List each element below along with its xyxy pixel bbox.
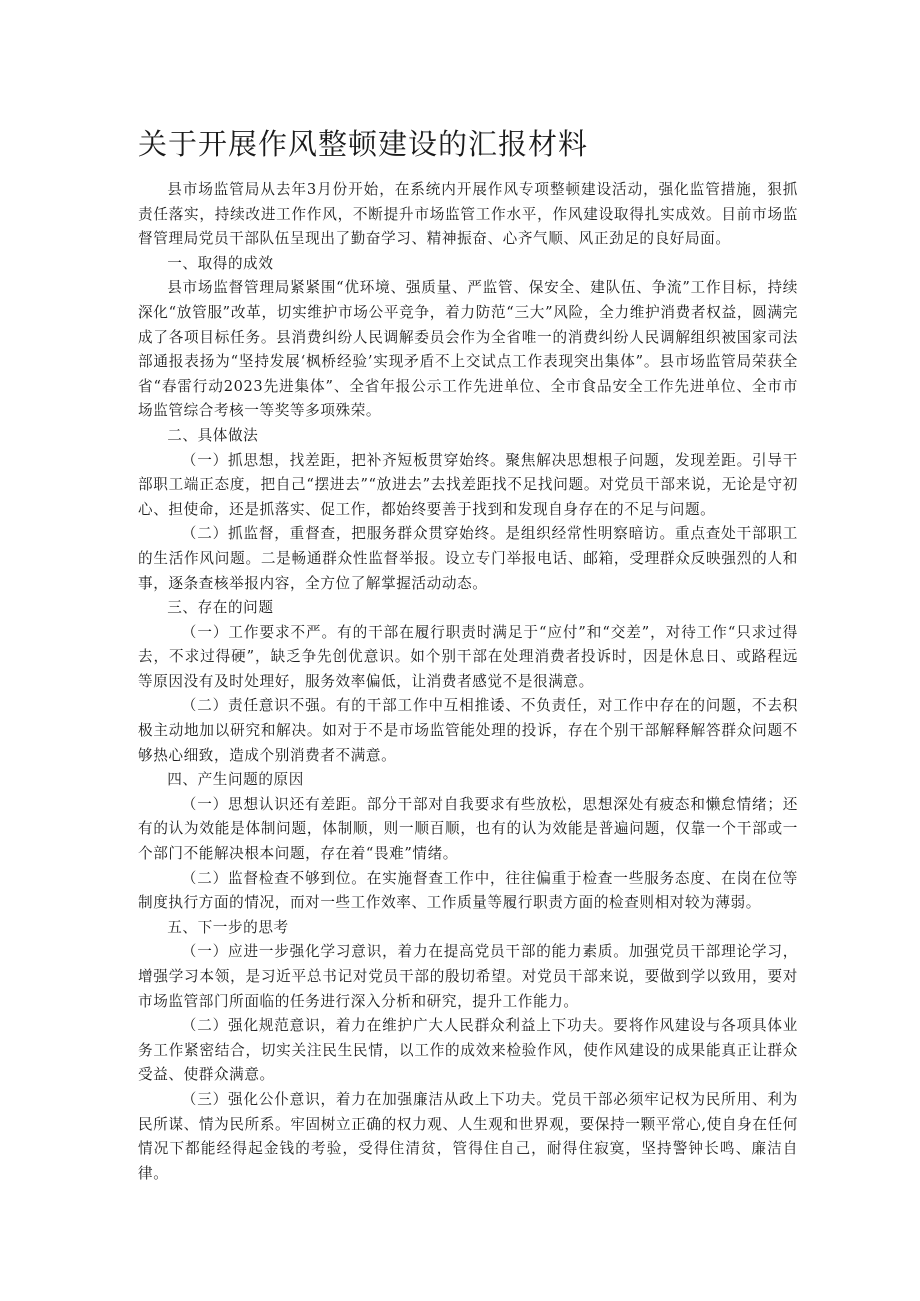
causes-paragraph-2: （二）监督检查不够到位。在实施督查工作中，往往偏重于检查一些服务态度、在岗在位等制度执行方面的情况，而对一些工作效率、工作质量等履行职责方面的检查则相对较为薄弱。 — [138, 869, 798, 912]
section-heading-causes: 四、产生问题的原因 — [167, 771, 304, 789]
section-heading-practices: 二、具体做法 — [167, 426, 259, 444]
next-steps-paragraph-1: （一）应进一步强化学习意识，着力在提高党员干部的能力素质。加强党员干部理论学习，增强学习本领，是习近平总书记对党员干部的殷切希望。对党员干部来说，要做到学以致用，要对市场监管部门所面临的任务进行深入分析和研究，提升工作能力。 — [138, 943, 798, 1010]
intro-paragraph: 县市场监管局从去年3月份开始，在系统内开展作风专项整顿建设活动，强化监管措施，狠抓责任落实，持续改进工作作风，不断提升市场监管工作水平，作风建设取得扎实成效。目前市场监督管理局党员干部队伍呈现出了勤奋学习、精神振奋、心齐气顺、风正劲足的良好局面。 — [138, 181, 798, 248]
section-heading-next-steps: 五、下一步的思考 — [167, 918, 289, 936]
practices-paragraph-1: （一）抓思想，找差距，把补齐短板贯穿始终。聚焦解决思想根子问题，发现差距。引导干部职工端正态度，把自己“摆进去”“放进去”去找差距找不足找问题。对党员干部来说，无论是守初心、担使命，还是抓落实、促工作，都始终要善于找到和发现自身存在的不足与问题。 — [138, 451, 798, 518]
causes-paragraph-1: （一）思想认识还有差距。部分干部对自我要求有些放松，思想深处有疲态和懒怠情绪；还有的认为效能是体制问题，体制顺，则一顺百顺，也有的认为效能是普遍问题，仅靠一个干部或一个部门不能解决根本问题，存在着“畏难”情绪。 — [138, 795, 798, 863]
next-steps-paragraph-3: （三）强化公仆意识，着力在加强廉洁从政上下功夫。党员干部必须牢记权为民所用、利为民所谋、情为民所系。牢固树立正确的权力观、人生观和世界观，要保持一颗平常心,使自身在任何情况下都能经得起金钱的考验，受得住清贫，管得住自己，耐得住寂寞，坚持警钟长鸣、廉洁自律。 — [138, 1090, 798, 1182]
practices-paragraph-2: （二）抓监督，重督查，把服务群众贯穿始终。是组织经常性明察暗访。重点查处干部职工的生活作风问题。二是畅通群众性监督举报。设立专门举报电话、邮箱，受理群众反映强烈的人和事，逐条查核举报内容，全方位了解掌握活动动态。 — [138, 525, 798, 592]
problems-paragraph-2: （二）责任意识不强。有的干部工作中互相推诿、不负责任，对工作中存在的问题，不去积极主动地加以研究和解决。如对于不是市场监管能处理的投诉，存在个别干部解释解答群众问题不够热心细致，造成个别消费者不满意。 — [138, 697, 798, 764]
next-steps-paragraph-2: （二）强化规范意识，着力在维护广大人民群众利益上下功夫。要将作风建设与各项具体业务工作紧密结合，切实关注民生民情，以工作的成效来检验作风，使作风建设的成果能真正让群众受益、使群众满意。 — [138, 1017, 798, 1084]
problems-paragraph-1: （一）工作要求不严。有的干部在履行职责时满足于“应付”和“交差”，对待工作“只求过得去，不求过得硬”，缺乏争先创优意识。如个别干部在处理消费者投诉时，因是休息日、或路程远等原因没有及时处理好，服务效率偏低，让消费者感觉不是很满意。 — [138, 623, 798, 690]
section-heading-problems: 三、存在的问题 — [167, 599, 274, 617]
achievements-paragraph: 县市场监督管理局紧紧围“优环境、强质量、严监管、保安全、建队伍、争流”工作目标，持续深化“放管服”改革，切实维护市场公平竞争，着力防范“三大”风险，全力维护消费者权益，圆满完成了各项目标任务。县消费纠纷人民调解委员会作为全省唯一的消费纠纷人民调解组织被国家司法部通报表扬为“坚持发展‘枫桥经验’实现矛盾不上交试点工作表现突出集体”。县市场监管局荣获全省“春雷行动2023先进集体”、全省年报公示工作先进单位、全市食品安全工作先进单位、全市市场监管综合考核一等奖等多项殊荣。 — [138, 279, 798, 420]
document-body — [138, 124, 798, 1186]
section-heading-achievements: 一、取得的成效 — [167, 254, 274, 272]
page-title: 关于开展作风整顿建设的汇报材料 — [138, 127, 589, 161]
